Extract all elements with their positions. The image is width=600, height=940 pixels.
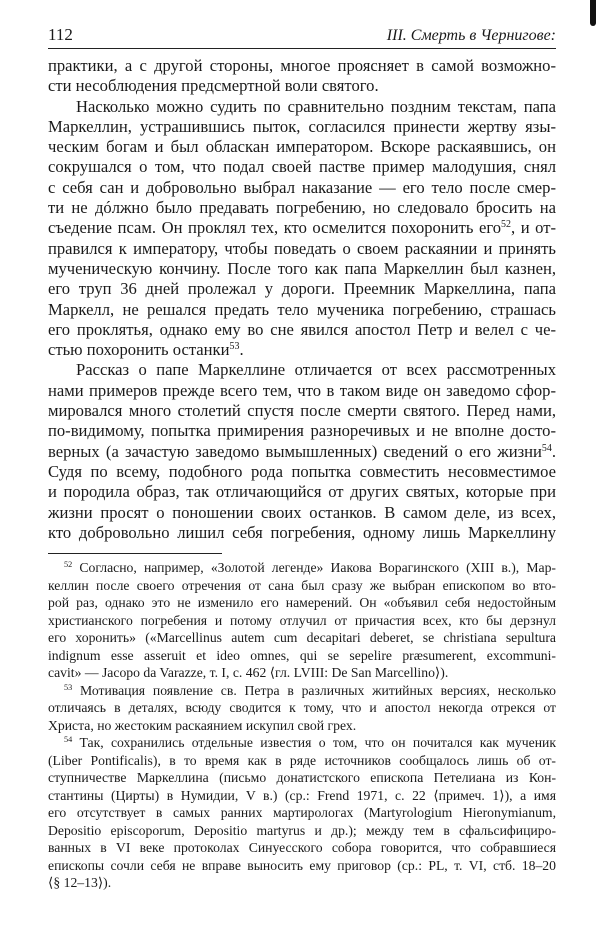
line-text: верных (а зачастую заведомо вымышленных) сведений о его жизни (48, 441, 542, 461)
footnote-ref: 53 (64, 682, 73, 692)
text-line: правился к императору, чтобы поведать о своем раскаянии и принять (48, 238, 556, 258)
text-line: рой раз, однако это не изменило его намерений. Он «объявил себя недостойным (48, 595, 556, 610)
text-line: жизни просят о поношении своих останков. В самом деле, из всех, (48, 502, 556, 522)
text-line: ванных в VI веке протоколах Синуесского собора говорится, что собравшиеся (48, 840, 556, 855)
paragraph (48, 97, 556, 361)
text-line: по-видимому, попытка примирения разноречивых и не вполне досто- (48, 421, 556, 441)
text-line: отличаясь в деталях, всюду сводится к тому, что и апостол некогда отрекся от (48, 700, 556, 715)
line-text: стью похоронить останки (48, 340, 230, 360)
text-line: сокрушался о том, что подал своей пастве пример малодушия, снял (48, 157, 556, 177)
text-line: практики, а с другой стороны, многое проясняет в самой возможно- (48, 56, 556, 75)
text-line (48, 340, 556, 360)
main-text (48, 56, 556, 543)
text-line: мученическую кончину. После того как папа Маркеллин был казнен, (48, 258, 556, 278)
line-text: . (239, 340, 244, 360)
scan-edge-mark (590, 0, 596, 26)
text-line (48, 682, 556, 700)
text-line: его труп 36 дней пролежал у дороги. Преемник Маркеллина, папа (48, 279, 556, 299)
text-line (48, 442, 556, 462)
text-line: cavit» — Jacopo da Varazze, т. I, с. 462 ⟨гл. LVIII: De San Marcellino⟩). (48, 665, 449, 680)
text-line: ти не дóлжно было предавать погребению, но следовало бросить на (48, 198, 556, 218)
text-line: ческим богам и был обласкан императором. Вскоре раскаявшись, он (48, 137, 556, 157)
text-line: ⟨§ 12–13⟩). (48, 875, 112, 890)
text-line: мировался много столетий спустя после смерти святого. Перед нами, (48, 401, 556, 421)
text-line (48, 559, 556, 577)
footnote-ref: 54 (64, 735, 73, 745)
text-line: кто добровольно лишил себя погребения, одному лишь Маркеллину (48, 522, 556, 542)
text-line: сти несоблюдения предсмертной воли святого. (48, 76, 379, 96)
text-line: Рассказ о папе Маркеллине отличается от всех рассмотренных (76, 360, 556, 380)
text-line: ступничестве Маркеллина (письмо донатистского епископа Петелиана из Кон- (48, 770, 556, 785)
line-text: , и от- (511, 218, 556, 238)
text-line: indignum esse asseruit et ideo omnes, qui se sepelire præsumerent, excommuni- (48, 647, 556, 663)
text-line: стантины (Цирты) в Нумидии, V в.) (ср.: Frend 1971, с. 22 ⟨примеч. 1⟩), а имя (48, 787, 556, 803)
line-text: Мотивация появление св. Петра в различных житийных версиях, несколько (72, 682, 556, 698)
text-line: Судя по всему, подобного рода попытка совместить несовместимое (48, 461, 556, 481)
footnotes (48, 559, 556, 892)
footnote (48, 559, 556, 682)
paragraph (48, 360, 556, 543)
line-text: Так, сохранились отдельные известия о том, что он почитался как мученик (72, 735, 556, 750)
footnote (48, 734, 556, 892)
text-line: и породила образ, так отличающийся от других святых, которые при (48, 482, 556, 502)
text-line: с себя сан и добровольно выбрал наказание — его тело после смер- (48, 177, 556, 197)
text-line: христианского погребения и потому отлучил от причастия всех, кто бы дерзнул (48, 612, 556, 628)
text-line: Depositio episcoporum, Depositio martyrus и др.); между тем в сфальсифициро- (48, 822, 556, 838)
line-text: . (551, 441, 556, 461)
line-text: съедение псам. Он проклял тех, кто осмелится похоронить его (48, 218, 502, 238)
text-line: Маркеллин, устрашившись пыток, согласился принести жертву язы- (48, 116, 556, 136)
text-line: келлин после своего отречения от сана был сразу же выбран епископом во вто- (48, 577, 556, 593)
text-line: его хоронить» («Marcellinus autem cum decapitari deberet, se christiana sepultura (48, 630, 556, 645)
text-line: его отсутствует в самых ранних мартирологах (Martyrologium Hieronymianum, (48, 805, 556, 820)
running-title: III. Смерть в Чернигове: (386, 27, 556, 44)
text-line: Христа, но жестоким раскаянием искупил свой грех. (48, 717, 357, 733)
footnote (48, 682, 556, 735)
line-text: Согласно, например, «Золотой легенде» Иакова Ворагинского (XIII в.), Мар- (72, 560, 556, 575)
footnote-divider (48, 553, 222, 554)
text-line: его проклятья, однако ему во сне явился апостол Петр и велел с че- (48, 319, 556, 339)
page-number: 112 (48, 25, 73, 44)
footnote-ref: 52 (64, 560, 73, 570)
text-line: Маркелл, не решался предать тело мученика погребению, страшась (48, 299, 556, 319)
text-line: Насколько можно судить по сравнительно поздним текстам, папа (76, 96, 556, 116)
text-line (48, 218, 556, 238)
footnote-ref: 52 (501, 219, 511, 231)
paragraph (48, 56, 556, 97)
text-line: епископы сочли себя не вправе выносить ему приговор (ср.: PL, т. VI, стб. 18–20 (48, 857, 556, 873)
text-line: (Liber Pontificalis), в то время как в ряде источников сообщалось лишь об от- (48, 752, 556, 768)
footnote-ref: 53 (229, 341, 240, 353)
footnote-ref: 54 (541, 442, 552, 454)
page-header (48, 24, 556, 49)
text-line: нами примеров прежде всего тем, что в таком виде он заведомо сфор- (48, 380, 556, 400)
text-line (48, 734, 556, 752)
